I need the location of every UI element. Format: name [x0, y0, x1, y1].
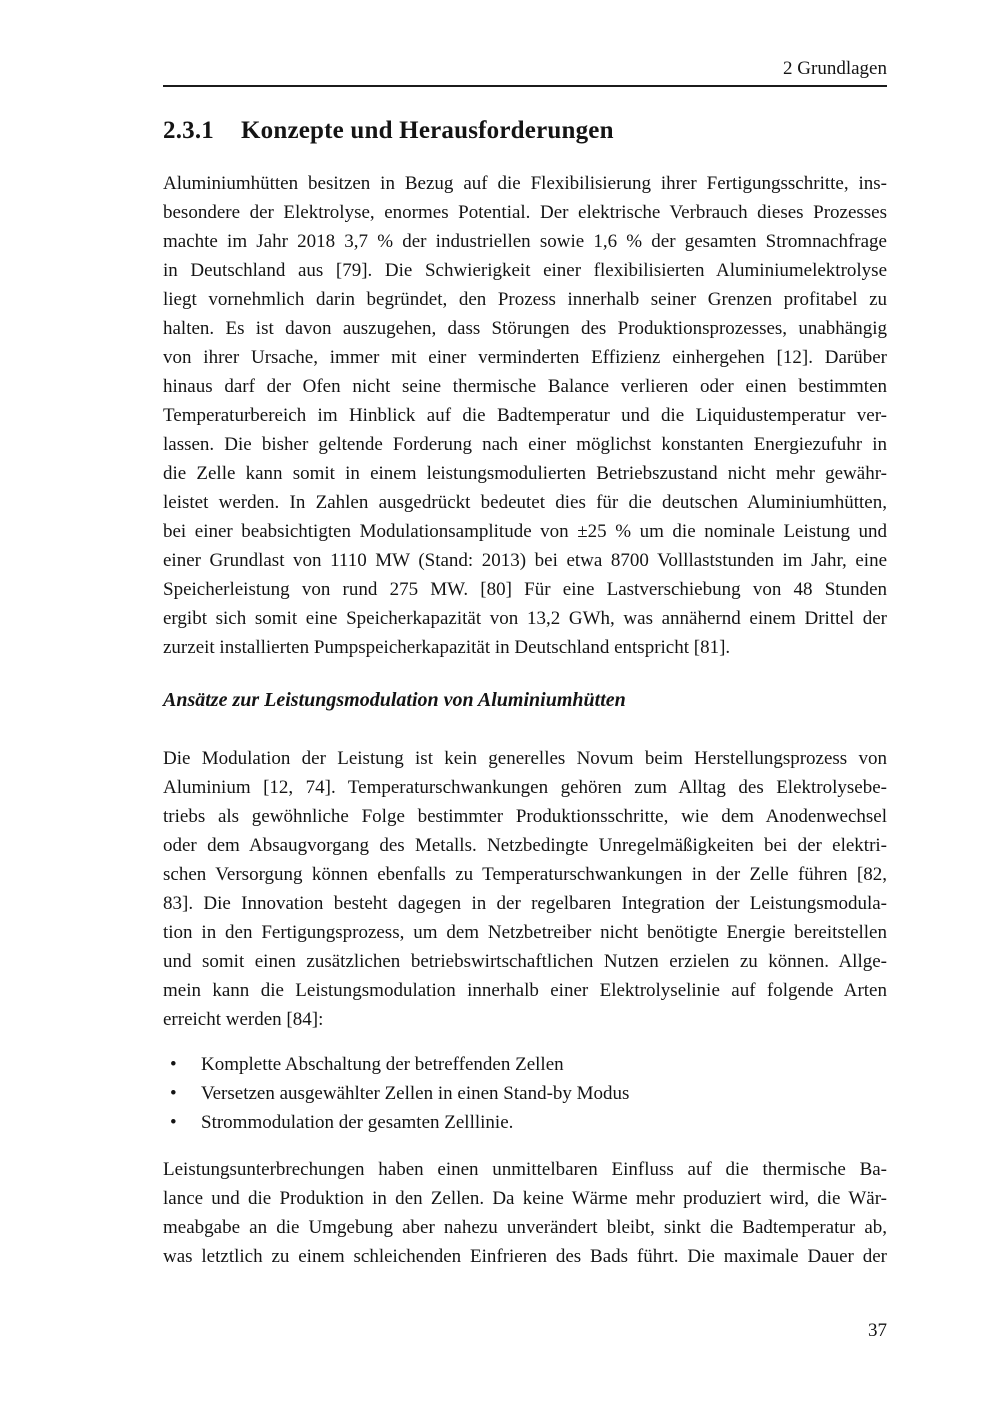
section-heading — [163, 115, 887, 146]
text-line: Speicherleistung von rund 275 MW. [80] Für eine Lastverschiebung von 48 Stunden — [163, 579, 887, 600]
text-line: einer Grundlast von 1110 MW (Stand: 2013) bei etwa 8700 Volllaststunden im Jahr, eine — [163, 550, 887, 571]
section-title: Konzepte und Herausforderungen — [241, 117, 614, 144]
text-line: triebs als gewöhnliche Folge bestimmter Produktionsschritte, wie dem Anodenwechsel — [163, 806, 887, 827]
text-line: Die Modulation der Leistung ist kein generelles Novum beim Herstellungsprozess von — [163, 748, 887, 769]
text-line: leistet werden. In Zahlen ausgedrückt bedeutet dies für die deutschen Aluminiumhütten, — [163, 492, 887, 513]
subsection-heading: Ansätze zur Leistungsmodulation von Aluminiumhütten — [163, 689, 626, 711]
running-header-label: 2 Grundlagen — [783, 58, 887, 79]
text-line: erreicht werden [84]: — [163, 1009, 324, 1030]
text-line: liegt vornehmlich darin begründet, den Prozess innerhalb seiner Grenzen profitabel zu — [163, 289, 887, 310]
text-line: hinaus darf der Ofen nicht seine thermische Balance verlieren oder einen bestimmten — [163, 376, 887, 397]
paragraph-1 — [163, 169, 887, 662]
paragraph-3 — [163, 1155, 887, 1271]
bullet-item — [163, 1108, 887, 1137]
text-line: 83]. Die Innovation besteht dagegen in der regelbaren Integration der Leistungsmodula- — [163, 893, 887, 914]
bullet-item — [163, 1079, 887, 1108]
text-line: machte im Jahr 2018 3,7 % der industriellen sowie 1,6 % der gesamten Stromnachfrage — [163, 231, 887, 252]
bullet-icon: • — [170, 1083, 177, 1104]
text-line: mein kann die Leistungsmodulation innerhalb einer Elektrolyselinie auf folgende Arten — [163, 980, 887, 1001]
paragraph-2 — [163, 744, 887, 1034]
text-line: von ihrer Ursache, immer mit einer verminderten Effizienz einhergehen [12]. Darüber — [163, 347, 887, 368]
text-line: und somit einen zusätzlichen betriebswirtschaftlichen Nutzen erzielen zu können. Allge- — [163, 951, 887, 972]
text-line: bei einer beabsichtigten Modulationsamplitude von ±25 % um die nominale Leistung und — [163, 521, 887, 542]
bullet-item-label: Versetzen ausgewählter Zellen in einen Stand-by Modus — [201, 1083, 630, 1104]
page-footer — [163, 1320, 887, 1342]
text-line: tion in den Fertigungsprozess, um dem Netzbetreiber nicht benötigte Energie bereitstellen — [163, 922, 887, 943]
text-line: oder dem Absaugvorgang des Metalls. Netzbedingte Unregelmäßigkeiten bei der elektri- — [163, 835, 887, 856]
text-line: meabgabe an die Umgebung aber nahezu unverändert bleibt, sinkt die Badtemperatur ab, — [163, 1217, 887, 1238]
bullet-item — [163, 1050, 887, 1079]
text-line: die Zelle kann somit in einem leistungsmodulierten Betriebszustand nicht mehr gewähr- — [163, 463, 887, 484]
text-line: lance und die Produktion in den Zellen. Da keine Wärme mehr produziert wird, die Wär- — [163, 1188, 887, 1209]
text-line: Temperaturbereich im Hinblick auf die Badtemperatur und die Liquidustemperatur ver- — [163, 405, 887, 426]
text-line: schen Versorgung können ebenfalls zu Temperaturschwankungen in der Zelle führen [82, — [163, 864, 887, 885]
section-number: 2.3.1 — [163, 117, 214, 144]
text-line: in Deutschland aus [79]. Die Schwierigkeit einer flexibilisierten Aluminiumelektrolyse — [163, 260, 887, 281]
bullet-item-label: Komplette Abschaltung der betreffenden Zellen — [201, 1054, 564, 1075]
bullet-item-label: Strommodulation der gesamten Zelllinie. — [201, 1112, 514, 1133]
text-line: ergibt sich somit eine Speicherkapazität von 13,2 GWh, was annähernd einem Drittel der — [163, 608, 887, 629]
bullet-list — [163, 1050, 887, 1137]
bullet-icon: • — [170, 1054, 177, 1075]
text-line: zurzeit installierten Pumpspeicherkapazität in Deutschland entspricht [81]. — [163, 637, 731, 658]
text-line: was letztlich zu einem schleichenden Einfrieren des Bads führt. Die maximale Dauer der — [163, 1246, 887, 1267]
text-line: Leistungsunterbrechungen haben einen unmittelbaren Einfluss auf die thermische Ba- — [163, 1159, 887, 1180]
page-number-label: 37 — [868, 1320, 887, 1341]
text-line: Aluminium [12, 74]. Temperaturschwankungen gehören zum Alltag des Elektrolysebe- — [163, 777, 887, 798]
text-column — [163, 0, 887, 1271]
text-line: halten. Es ist davon auszugehen, dass Störungen des Produktionsprozesses, unabhängig — [163, 318, 887, 339]
text-line: besondere der Elektrolyse, enormes Potential. Der elektrische Verbrauch dieses Prozesses — [163, 202, 887, 223]
running-header — [163, 0, 887, 87]
text-line: lassen. Die bisher geltende Forderung nach einer möglichst konstanten Energiezufuhr in — [163, 434, 887, 455]
bullet-icon: • — [170, 1112, 177, 1133]
text-line: Aluminiumhütten besitzen in Bezug auf die Flexibilisierung ihrer Fertigungsschritte, ins- — [163, 173, 887, 194]
